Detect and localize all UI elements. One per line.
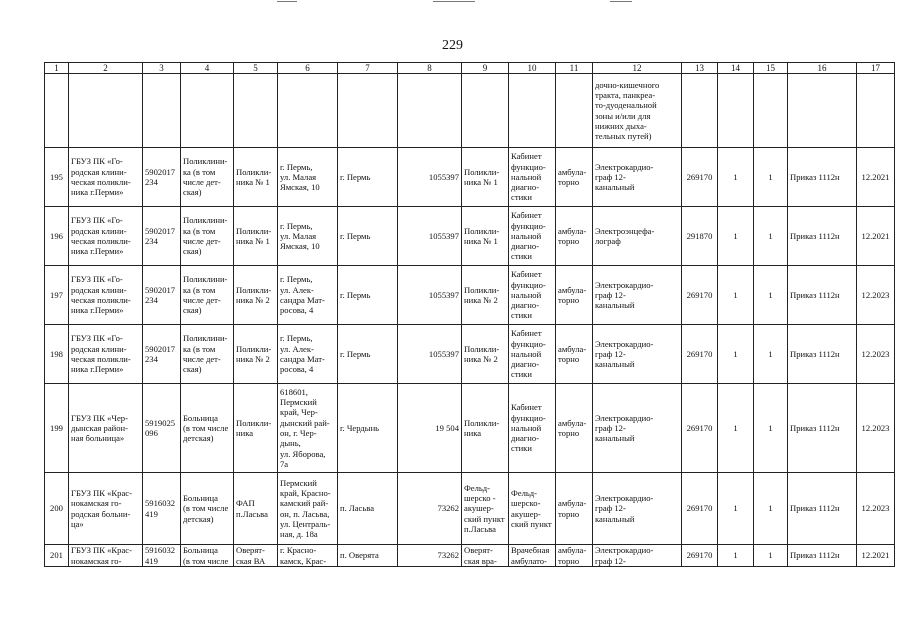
- due-date: 12.2021: [857, 148, 895, 207]
- care-type: амбула- торно: [556, 207, 593, 266]
- address: г. Пермь, ул. Малая Ямская, 10: [278, 148, 338, 207]
- department: ФАП п.Ласьва: [234, 473, 278, 545]
- col-header: 14: [718, 63, 754, 74]
- locality: п. Ласьва: [338, 473, 398, 545]
- locality-code: 73262: [398, 545, 462, 567]
- inn: 5902017 234: [143, 325, 181, 384]
- department: Оверят- ская ВА: [234, 545, 278, 567]
- table-row: [45, 207, 895, 266]
- order-ref: Приказ 1112н: [788, 325, 857, 384]
- due-date: 12.2023: [857, 384, 895, 473]
- room: Врачебная амбулато-: [509, 545, 556, 567]
- quantity-current: 1: [718, 266, 754, 325]
- unit-type: Больница (в том числе: [181, 545, 234, 567]
- col-header: 2: [69, 63, 143, 74]
- top-cut-lines: [0, 0, 905, 4]
- organization: ГБУЗ ПК «Го- родская клини- ческая поликли- ника г.Перми»: [69, 148, 143, 207]
- quantity-current: 1: [718, 545, 754, 567]
- device-code: 269170: [682, 325, 718, 384]
- continuation-text: дочно-кишечного тракта, панкреа- то-дуоденальной зоны и/или для нижних дыха- тельных путей): [593, 74, 682, 148]
- address: 618601, Пермский край, Чер- дынский рай- он, г. Чер- дынь, ул. Яборова, 7а: [278, 384, 338, 473]
- department: Поликли- ника: [234, 384, 278, 473]
- locality: п. Оверята: [338, 545, 398, 567]
- due-date: 12.2023: [857, 325, 895, 384]
- unit-type: Поликлини- ка (в том числе дет- ская): [181, 266, 234, 325]
- subdivision: Поликли- ника № 2: [462, 266, 509, 325]
- device-code: 269170: [682, 384, 718, 473]
- quantity-current: 1: [718, 384, 754, 473]
- room: Кабинет функцио- нальной диагно- стики: [509, 207, 556, 266]
- locality-code: 1055397: [398, 148, 462, 207]
- quantity-current: 1: [718, 148, 754, 207]
- order-ref: Приказ 1112н: [788, 473, 857, 545]
- subdivision: Фельд- шерско - акушер- ский пункт п.Ласьва: [462, 473, 509, 545]
- care-type: амбула- торно: [556, 325, 593, 384]
- quantity-required: 1: [754, 384, 788, 473]
- table-row: [45, 325, 895, 384]
- unit-type: Больница (в том числе детская): [181, 384, 234, 473]
- device-name: Электрокардио- граф 12-: [593, 545, 682, 567]
- address: г. Пермь, ул. Алек- сандра Мат- росова, 4: [278, 325, 338, 384]
- row-number: 195: [45, 148, 69, 207]
- col-header: 1: [45, 63, 69, 74]
- due-date: 12.2023: [857, 266, 895, 325]
- organization: ГБУЗ ПК «Го- родская клини- ческая поликли- ника г.Перми»: [69, 325, 143, 384]
- department: Поликли- ника № 2: [234, 325, 278, 384]
- quantity-current: 1: [718, 207, 754, 266]
- col-header: 17: [857, 63, 895, 74]
- quantity-required: 1: [754, 545, 788, 567]
- inn: 5916032 419: [143, 545, 181, 567]
- device-code: 269170: [682, 545, 718, 567]
- unit-type: Поликлини- ка (в том числе дет- ская): [181, 207, 234, 266]
- quantity-current: 1: [718, 325, 754, 384]
- col-header: 13: [682, 63, 718, 74]
- row-number: 201: [45, 545, 69, 567]
- order-ref: Приказ 1112н: [788, 545, 857, 567]
- col-header: 15: [754, 63, 788, 74]
- device-name: Электроэнцефа- лограф: [593, 207, 682, 266]
- locality: г. Пермь: [338, 148, 398, 207]
- department: Поликли- ника № 1: [234, 207, 278, 266]
- due-date: 12.2021: [857, 207, 895, 266]
- order-ref: Приказ 1112н: [788, 148, 857, 207]
- department: Поликли- ника № 1: [234, 148, 278, 207]
- locality: г. Пермь: [338, 266, 398, 325]
- table-row: [45, 148, 895, 207]
- col-header: 11: [556, 63, 593, 74]
- device-code: 269170: [682, 148, 718, 207]
- page-number: 229: [442, 38, 463, 53]
- care-type: амбула- торно: [556, 545, 593, 567]
- col-header: 7: [338, 63, 398, 74]
- device-name: Электрокардио- граф 12- канальный: [593, 266, 682, 325]
- organization: ГБУЗ ПК «Чер- дынская район- ная больница»: [69, 384, 143, 473]
- unit-type: Поликлини- ка (в том числе дет- ская): [181, 148, 234, 207]
- due-date: 12.2023: [857, 473, 895, 545]
- locality: г. Чердынь: [338, 384, 398, 473]
- equipment-table: [44, 62, 895, 567]
- order-ref: Приказ 1112н: [788, 266, 857, 325]
- quantity-required: 1: [754, 473, 788, 545]
- unit-type: Больница (в том числе детская): [181, 473, 234, 545]
- inn: 5902017 234: [143, 148, 181, 207]
- device-name: Электрокардио- граф 12- канальный: [593, 473, 682, 545]
- continuation-row: [45, 74, 895, 148]
- address: г. Пермь, ул. Алек- сандра Мат- росова, 4: [278, 266, 338, 325]
- device-name: Электрокардио- граф 12- канальный: [593, 325, 682, 384]
- subdivision: Оверят- ская вра-: [462, 545, 509, 567]
- locality-code: 1055397: [398, 325, 462, 384]
- quantity-required: 1: [754, 207, 788, 266]
- locality-code: 73262: [398, 473, 462, 545]
- table-row: [45, 266, 895, 325]
- quantity-required: 1: [754, 325, 788, 384]
- care-type: амбула- торно: [556, 148, 593, 207]
- room: Кабинет функцио- нальной диагно- стики: [509, 266, 556, 325]
- care-type: амбула- торно: [556, 473, 593, 545]
- organization: ГБУЗ ПК «Го- родская клини- ческая поликли- ника г.Перми»: [69, 207, 143, 266]
- row-number: 197: [45, 266, 69, 325]
- device-name: Электрокардио- граф 12- канальный: [593, 384, 682, 473]
- room: Кабинет функцио- нальной диагно- стики: [509, 148, 556, 207]
- room: Кабинет функцио- нальной диагно- стики: [509, 384, 556, 473]
- inn: 5919025 096: [143, 384, 181, 473]
- col-header: 6: [278, 63, 338, 74]
- address: Пермский край, Красно- камский рай- он, п. Ласьва, ул. Централь- ная, д. 18а: [278, 473, 338, 545]
- locality-code: 1055397: [398, 266, 462, 325]
- due-date: 12.2021: [857, 545, 895, 567]
- col-header: 9: [462, 63, 509, 74]
- table-row: [45, 384, 895, 473]
- row-number: 198: [45, 325, 69, 384]
- locality-code: 19 504: [398, 384, 462, 473]
- locality: г. Пермь: [338, 325, 398, 384]
- device-name: Электрокардио- граф 12- канальный: [593, 148, 682, 207]
- device-code: 269170: [682, 266, 718, 325]
- subdivision: Поликли- ника: [462, 384, 509, 473]
- subdivision: Поликли- ника № 2: [462, 325, 509, 384]
- unit-type: Поликлини- ка (в том числе дет- ская): [181, 325, 234, 384]
- subdivision: Поликли- ника № 1: [462, 148, 509, 207]
- room: Кабинет функцио- нальной диагно- стики: [509, 325, 556, 384]
- col-header: 8: [398, 63, 462, 74]
- organization: ГБУЗ ПК «Крас- нокамская го-: [69, 545, 143, 567]
- quantity-required: 1: [754, 266, 788, 325]
- address: г. Красно- камск, Крас-: [278, 545, 338, 567]
- care-type: амбула- торно: [556, 266, 593, 325]
- subdivision: Поликли- ника № 1: [462, 207, 509, 266]
- col-header: 3: [143, 63, 181, 74]
- quantity-required: 1: [754, 148, 788, 207]
- col-header: 5: [234, 63, 278, 74]
- col-header: 4: [181, 63, 234, 74]
- quantity-current: 1: [718, 473, 754, 545]
- row-number: 196: [45, 207, 69, 266]
- order-ref: Приказ 1112н: [788, 384, 857, 473]
- locality: г. Пермь: [338, 207, 398, 266]
- col-header: 10: [509, 63, 556, 74]
- locality-code: 1055397: [398, 207, 462, 266]
- address: г. Пермь, ул. Малая Ямская, 10: [278, 207, 338, 266]
- device-code: 269170: [682, 473, 718, 545]
- row-number: 200: [45, 473, 69, 545]
- organization: ГБУЗ ПК «Го- родская клини- ческая поликли- ника г.Перми»: [69, 266, 143, 325]
- inn: 5916032 419: [143, 473, 181, 545]
- row-number: 199: [45, 384, 69, 473]
- col-header: 12: [593, 63, 682, 74]
- care-type: амбула- торно: [556, 384, 593, 473]
- organization: ГБУЗ ПК «Крас- нокамская го- родская больни- ца»: [69, 473, 143, 545]
- room: Фельд- шерско- акушер- ский пункт: [509, 473, 556, 545]
- table-row: [45, 545, 895, 567]
- inn: 5902017 234: [143, 207, 181, 266]
- device-code: 291870: [682, 207, 718, 266]
- column-number-row: [45, 63, 895, 74]
- inn: 5902017 234: [143, 266, 181, 325]
- table-row: [45, 473, 895, 545]
- col-header: 16: [788, 63, 857, 74]
- department: Поликли- ника № 2: [234, 266, 278, 325]
- order-ref: Приказ 1112н: [788, 207, 857, 266]
